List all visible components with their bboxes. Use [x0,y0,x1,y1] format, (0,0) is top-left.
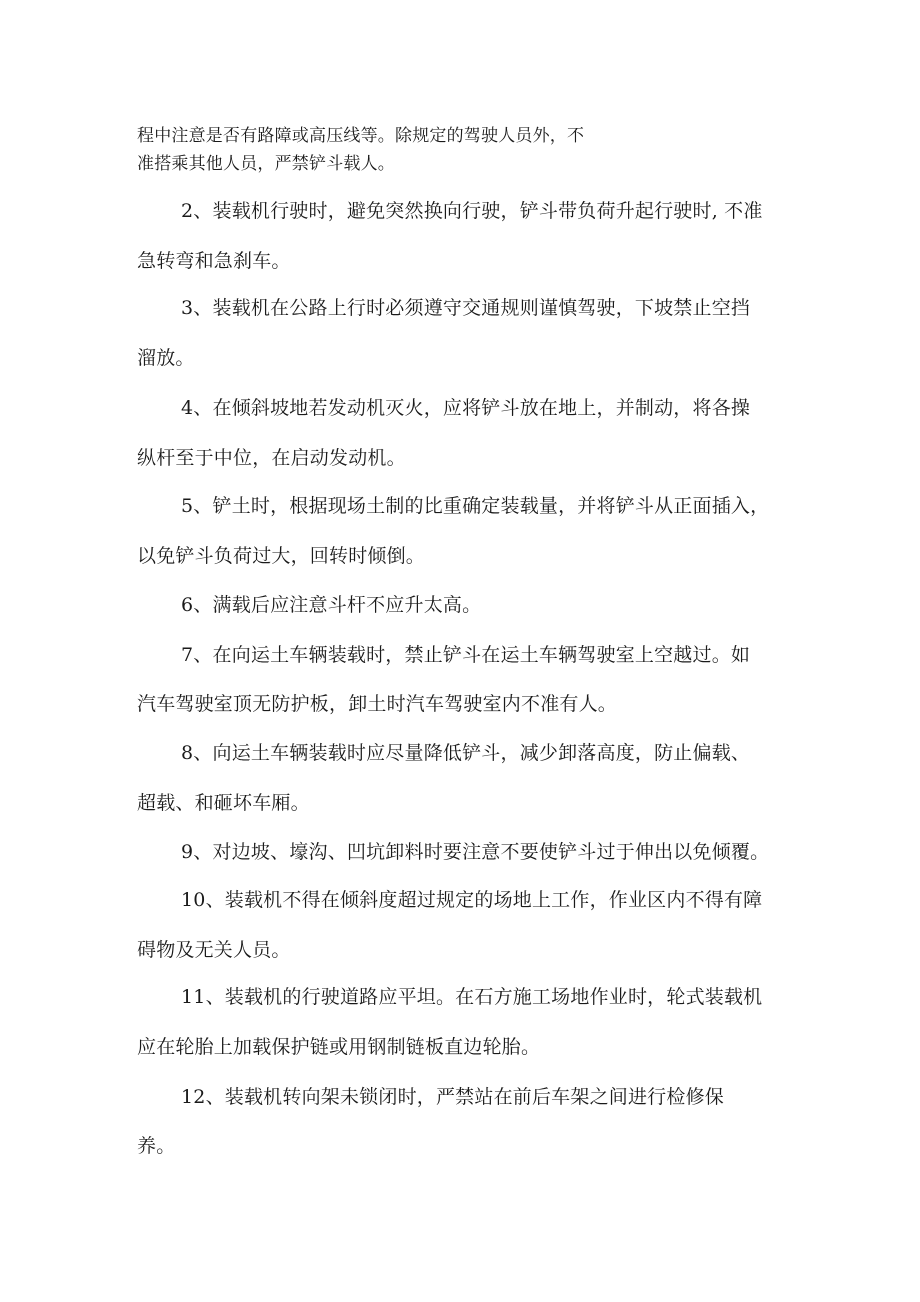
item-5-line-2: 以免铲斗负荷过大，回转时倾倒。 [137,545,426,567]
intro-line-1: 程中注意是否有路障或高压线等。除规定的驾驶人员外，不 [137,126,585,146]
item-9-line-1: 9、对边坡、壕沟、凹坑卸料时要注意不要使铲斗过于伸出以免倾覆。 [181,841,770,863]
item-12-line-2: 养。 [137,1135,176,1157]
item-4-line-1: 4、在倾斜坡地若发动机灭火，应将铲斗放在地上，并制动，将各操 [181,397,751,419]
item-12-line-1: 12、装载机转向架未锁闭时，严禁站在前后车架之间进行检修保 [181,1086,724,1108]
item-3-line-1: 3、装载机在公路上行时必须遵守交通规则谨慎驾驶，下坡禁止空挡 [181,297,751,319]
item-4-line-2: 纵杆至于中位，在启动发动机。 [137,447,406,469]
item-5-line-1: 5、铲土时，根据现场土制的比重确定装载量，并将铲斗从正面插入， [181,495,770,517]
item-10-line-1: 10、装载机不得在倾斜度超过规定的场地上工作，作业区内不得有障 [181,889,763,911]
item-11-line-1: 11、装载机的行驶道路应平坦。在石方施工场地作业时，轮式装载机 [181,986,763,1008]
item-2-line-2: 急转弯和急刹车。 [137,250,291,272]
item-6-line-1: 6、满载后应注意斗杆不应升太高。 [181,594,482,616]
intro-line-2: 准搭乘其他人员，严禁铲斗载人。 [137,154,395,174]
item-8-line-1: 8、向运土车辆装载时应尽量降低铲斗，减少卸落高度，防止偏载、 [181,742,751,764]
item-7-line-1: 7、在向运土车辆装载时，禁止铲斗在运土车辆驾驶室上空越过。如 [181,644,751,666]
item-2-line-1: 2、装载机行驶时，避免突然换向行驶，铲斗带负荷升起行驶时, 不准 [181,200,763,222]
item-11-line-2: 应在轮胎上加载保护链或用钢制链板直边轮胎。 [137,1036,541,1058]
item-3-line-2: 溜放。 [137,347,195,369]
item-7-line-2: 汽车驾驶室顶无防护板，卸土时汽车驾驶室内不准有人。 [137,693,618,715]
item-10-line-2: 碍物及无关人员。 [137,939,291,961]
item-8-line-2: 超载、和砸坏车厢。 [137,792,310,814]
